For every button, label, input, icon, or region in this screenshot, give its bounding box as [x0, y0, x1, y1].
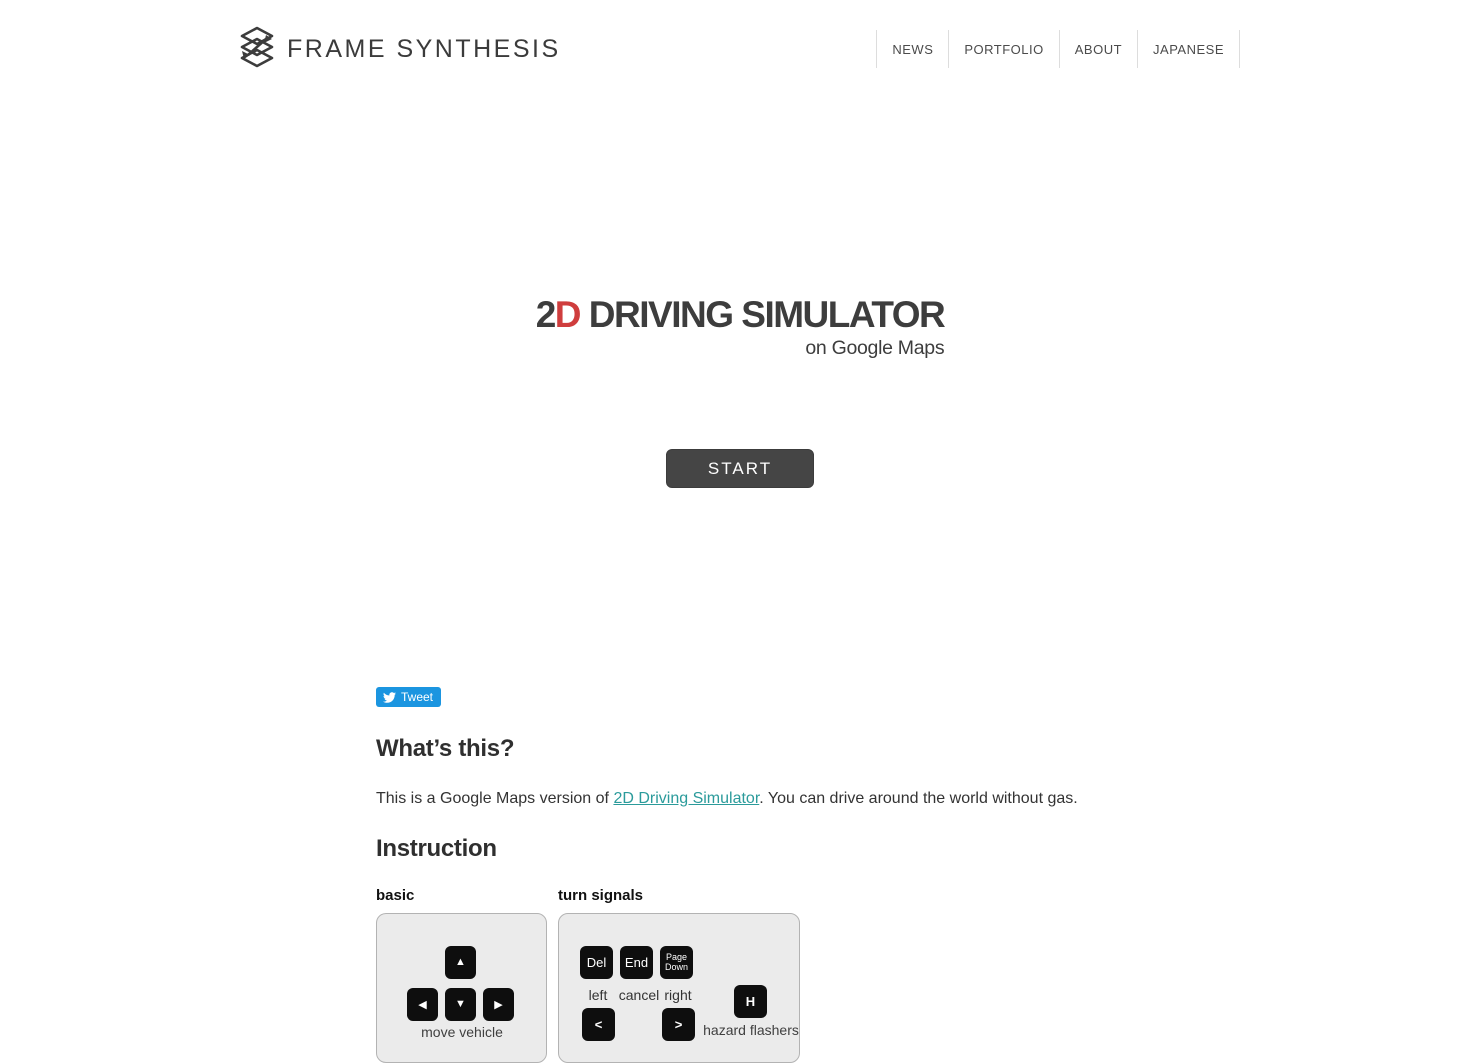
cancel-label: cancel: [618, 986, 660, 1003]
arrow-up-key: ▲: [445, 946, 476, 979]
twitter-bird-icon: [383, 691, 396, 704]
main-nav: [876, 30, 1240, 68]
nav-item-portfolio[interactable]: PORTFOLIO: [949, 30, 1059, 68]
left-label: left: [588, 986, 608, 1003]
move-vehicle-caption: move vehicle: [421, 1023, 503, 1040]
nav-item-japanese[interactable]: JAPANESE: [1138, 30, 1240, 68]
del-key: Del: [580, 946, 613, 979]
end-key: End: [620, 946, 653, 979]
whats-this-paragraph: This is a Google Maps version of 2D Driving Simulator. You can drive around the world without gas.: [376, 789, 1078, 807]
whats-this-heading: What’s this?: [376, 734, 515, 762]
arrow-right-key: ▶: [483, 988, 514, 1021]
page-subtitle: on Google Maps: [805, 337, 945, 359]
instruction-panels: [376, 887, 1104, 1063]
right-label: right: [664, 986, 692, 1003]
main-content: [376, 687, 1104, 1063]
2d-driving-simulator-link[interactable]: 2D Driving Simulator: [613, 789, 760, 807]
page-title: 2D DRIVING SIMULATOR: [535, 294, 945, 335]
h-key: H: [734, 985, 767, 1018]
title-accent-letter: D: [554, 294, 581, 335]
start-button[interactable]: START: [666, 449, 814, 488]
nav-item-about[interactable]: ABOUT: [1060, 30, 1138, 68]
hazard-flashers-caption: hazard flashers: [703, 1021, 799, 1038]
site-logo-text: FRAME SYNTHESIS: [287, 35, 561, 63]
nav-item-news[interactable]: NEWS: [877, 30, 949, 68]
turn-signals-panel-block: [558, 887, 800, 1063]
hero-section: [0, 296, 1480, 360]
turn-signals-panel-label: turn signals: [558, 886, 644, 904]
page-down-key: Page Down: [660, 946, 693, 979]
tweet-button[interactable]: [376, 687, 441, 707]
tweet-button-label: Tweet: [401, 690, 434, 704]
arrow-down-key: ▼: [445, 988, 476, 1021]
basic-panel-block: [376, 887, 547, 1063]
frame-synthesis-logo-icon: [240, 25, 274, 74]
basic-keys-diagram: [376, 913, 547, 1063]
basic-panel-label: basic: [376, 886, 415, 904]
site-logo[interactable]: [240, 25, 561, 74]
instruction-heading: Instruction: [376, 834, 497, 862]
less-than-key: <: [582, 1008, 615, 1041]
greater-than-key: >: [662, 1008, 695, 1041]
site-header: [240, 0, 1240, 80]
turn-signals-keys-diagram: [558, 913, 800, 1063]
arrow-left-key: ◀: [407, 988, 438, 1021]
